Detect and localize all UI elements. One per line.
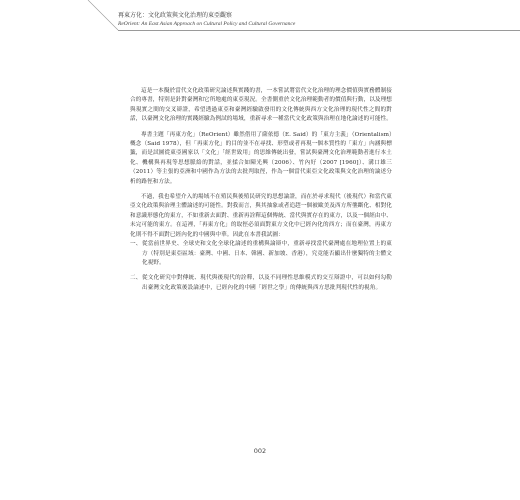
paragraph-1: 這是一本擬於當代文化政策研究論述與實踐的書，一本嘗試將當代文化治理的理念價值與實務體制接合的專書，特別是針對臺灣和它所地處的東亞現況。全書側重於文化治理範動者的價值與行動，以及理想與現實之間的交叉辯證，希望透過東亞和臺灣經驗啟發用的文化傳統與西方文化治理的現代性之間的對話，以臺灣文化治理的實踐經驗為例試的場域，重新尋求一種當代文化政策與治理在地化論述的可能性。 [130, 88, 392, 123]
body-text [130, 87, 392, 293]
header-subtitle: ReOrient: An East Asian Approach on Cultural Policy and Cultural Governance [118, 21, 296, 27]
numbered-list [130, 240, 392, 293]
page-number: 002 [253, 447, 267, 455]
header-rule [118, 30, 520, 31]
list-item-number: 一、 [130, 241, 142, 248]
list-item [130, 274, 392, 293]
header-title: 再東方化：文化政策與文化治理的東亞觀察 [118, 12, 233, 19]
paragraph-3: 不過，我也希望介入的場域不在殖民與後殖民研究的思想論證，而在於尋求現代（後現代）和當代東亞文化政策與治理主體論述的可能性。對我而言，與其抽象或者追趕一個被歐美及西方所壟斷化、相對化和意識形態化的東方，不如重新去面對、重新再詮釋這個傳統、當代與實存在的東方，以及一個經由中、未完可能的東方。在這裡，「再東方化」的取徑必須面對東方文化中已經內化的西方；而在臺灣，再東方化則不得不面對已經內化的中國與中華。因此在本書我試圖： [130, 194, 392, 238]
running-header [118, 12, 508, 28]
list-item-number: 二、 [130, 275, 142, 282]
list-item-text: 從當前世界史、全球史和文化全球化論述的重構與論辯中，重新尋找當代臺灣處在地理位置上的東方（特別是東亞區域：臺灣、中國、日本、韓國、新加坡、香港），究竟能否顯出什麼獨特的主體文化視野。 [142, 241, 392, 266]
list-item [130, 240, 392, 268]
paragraph-2: 專書主題「再東方化」（ReOrient）雖然借用了薩依德（E. Said）的「東方主義」（Orientalism）概念（Said 1978），但「再東方化」的目的並不在尋找、形塑或者再現一個本質性的「東方」內涵與標籤，而是試圖從東亞國家以「文化」「經世致用」的思維傳統出發，嘗試與臺灣文化治理範動者進行本土化、機構與再現等思想脈絡的對話，並揉合如陳光興（2006）、竹內好（2007 [1960]）、溝口雄三（2011）等主張的亞洲和中國作為方法的去批判取徑，作為一個當代東亞文化政策與文化治理的論述分析的路徑和方法。 [130, 131, 392, 185]
list-item-text: 從文化研究中對傳統、現代與後現代的詮釋，以及不同理性思維模式的交互辯證中，可以如何勾勒出臺灣文化政策後設論述中，已經內化的中國「經世之學」的傳統與西方思批判現代性的視角。 [142, 275, 392, 291]
corner-diagonal-line [0, 0, 130, 32]
